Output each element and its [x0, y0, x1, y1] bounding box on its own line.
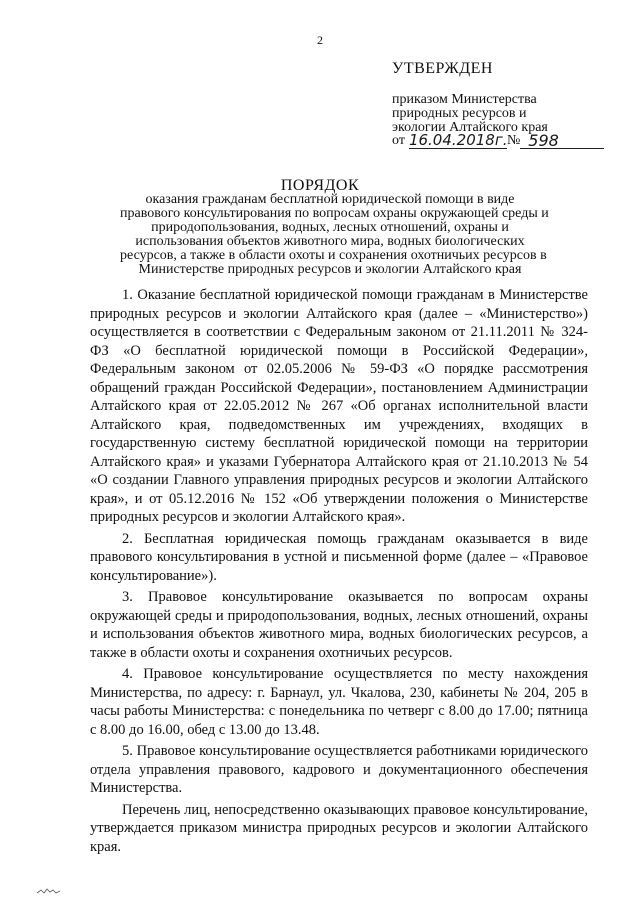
paragraph-1: 1. Оказание бесплатной юридической помощи гражданам в Министерстве природных ресурсов и экологии Алтайского края (далее – «Министерство») осуществляется в соответствии с Федеральным законом от 21.11.2011 № 324-ФЗ «О бесплатной юридической помощи в Российской Федерации», Федеральным законом от 02.05.2006 № 59-ФЗ «О порядке рассмотрения обращений граждан Российской Федерации», постановлением Администрации Алтайского края от 22.05.2012 № 267 «Об органах исполнительной власти Алтайского края, подведомственных им учреждениях, входящих в государственную систему бесплатной юридической помощи на территории Алтайского края» и указами Губернатора Алтайского края от 21.10.2013 № 54 «О создании Главного управления природных ресурсов и экологии Алтайского края», и от 05.12.2016 № 152 «Об утверждении положения о Министерстве природных ресурсов и экологии Алтайского края».	[90, 287, 588, 525]
subtitle-line: ресурсов, а также в области охоты и сохранения охотничьих ресурсов в	[120, 248, 547, 263]
approval-order-line-3: экологии Алтайского края	[392, 120, 548, 135]
paragraph-3: 3. Правовое консультирование оказывается по вопросам охраны окружающей среды и природопользования, водных, лесных отношений, охраны и использования объектов животного мира, водных биологических ресурсов, а также в области охоты и сохранения охотничьих ресурсов.	[90, 589, 588, 661]
paragraph-6: Перечень лиц, непосредственно оказывающих правовое консультирование, утверждается приказом министра природных ресурсов и экологии Алтайского края.	[90, 801, 588, 855]
approval-heading: УТВЕРЖДЕН	[392, 60, 493, 77]
number-prefix: №	[506, 133, 521, 148]
approval-order-line-1: приказом Министерства	[392, 92, 537, 107]
document-title: ПОРЯДОК	[280, 177, 360, 194]
subtitle-line: Министерстве природных ресурсов и экологии Алтайского края	[138, 262, 522, 277]
paragraph-4: 4. Правовое консультирование осуществляется по месту нахождения Министерства, по адресу: г. Барнаул, ул. Чкалова, 230, кабинеты № 204, 205 в часы работы Министерства: с понедельника по четверг с 8.00 до 17.00; пятница с 8.00 до 16.00, обед с 13.00 до 13.48.	[90, 666, 588, 738]
paragraph-5: 5. Правовое консультирование осуществляется работниками юридического отдела управления правового, кадрового и документационного обеспечения Министерства.	[90, 743, 588, 796]
approval-order-line-2: природных ресурсов и	[392, 106, 527, 121]
document-subtitle	[120, 192, 549, 277]
subtitle-line: природопользования, водных, лесных отношений, охраны и	[151, 220, 509, 235]
subtitle-line: правового консультирования по вопросам охраны окружающей среды и	[120, 206, 549, 221]
paragraph-2: 2. Бесплатная юридическая помощь гражданам оказывается в виде правового консультирования в устной и письменной форме (далее – «Правовое консультирование»).	[90, 530, 588, 584]
subtitle-line: оказания гражданам бесплатной юридической помощи в виде	[145, 192, 515, 207]
approval-date-number-row	[392, 133, 604, 149]
handwritten-date: 16.04.2018г.	[408, 131, 508, 149]
date-prefix: от	[392, 133, 405, 148]
document-body	[90, 286, 588, 856]
page-number: 2	[317, 33, 323, 47]
scan-mark-icon	[36, 886, 62, 896]
handwritten-number: 598	[520, 133, 604, 149]
subtitle-line: использования объектов животного мира, водных биологических	[135, 234, 525, 249]
